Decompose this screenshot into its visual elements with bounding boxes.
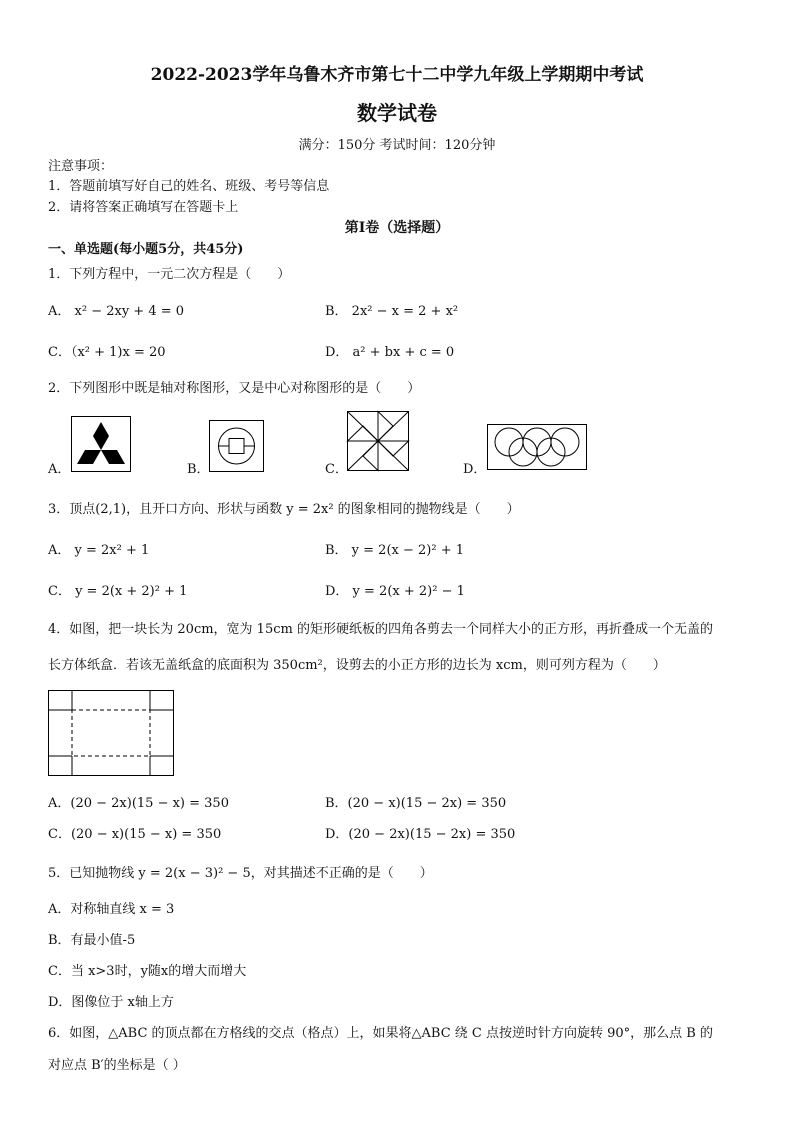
question-5-option-a: A．对称轴直线 x = 3 <box>48 902 175 917</box>
question-3-option-a: A． y = 2x² + 1 <box>48 543 150 558</box>
question-1-option-c: C．（x² + 1)x = 20 <box>48 345 166 360</box>
question-4-option-b: B．(20 − x)(15 − 2x) = 350 <box>325 796 507 811</box>
page-title: 数学试卷 <box>357 101 437 125</box>
exam-title: 2022-2023学年乌鲁木齐市第七十二中学九年级上学期期中考试 <box>150 65 644 85</box>
question-5-option-d: D．图像位于 x轴上方 <box>48 995 174 1010</box>
question-4-stem-line1: 4．如图，把一块长为 20cm，宽为 15cm 的矩形硬纸板的四角各剪去一个同样大小的正方形，再折叠成一个无盖的 <box>48 622 713 637</box>
question-1-option-d: D． a² + bx + c = 0 <box>325 345 455 360</box>
mitsubishi-figure <box>71 416 131 472</box>
question-3-option-b: B． y = 2(x − 2)² + 1 <box>325 543 465 558</box>
question-4-stem-line2: 长方体纸盒．若该无盖纸盒的底面积为 350cm²，设剪去的小正方形的边长为 xcm，则可列方程为（ ） <box>48 658 666 673</box>
question-3-option-d: D． y = 2(x + 2)² − 1 <box>325 584 465 599</box>
exam-info: 满分：150分 考试时间：120分钟 <box>298 138 496 153</box>
coin-figure <box>209 420 264 472</box>
question-6-stem-line1: 6．如图，△ABC 的顶点都在方格线的交点（格点）上，如果将△ABC 绕 C 点按逆时针方向旋转 90°，那么点 B 的 <box>48 1026 713 1041</box>
question-1-option-a: A． x² − 2xy + 4 = 0 <box>48 304 185 319</box>
question-6-stem-line2: 对应点 B′的坐标是（ ） <box>48 1058 186 1073</box>
section-title: 第Ⅰ卷（选择题） <box>344 220 450 236</box>
question-4-option-c: C．(20 − x)(15 − x) = 350 <box>48 827 222 842</box>
question-1-stem: 1．下列方程中，一元二次方程是（ ） <box>48 267 291 282</box>
notes-heading: 注意事项： <box>48 159 114 174</box>
note-item: 1．答题前填写好自己的姓名、班级、考号等信息 <box>48 179 330 194</box>
question-4-option-a: A．(20 − 2x)(15 − x) = 350 <box>48 796 229 811</box>
part-title: 一、单选题(每小题5分，共45分) <box>48 242 244 257</box>
pinwheel-figure <box>347 411 409 471</box>
question-1-option-b: B． 2x² − x = 2 + x² <box>325 304 459 319</box>
olympic-rings-figure <box>487 424 587 470</box>
note-item: 2．请将答案正确填写在答题卡上 <box>48 200 239 215</box>
question-3-option-c: C． y = 2(x + 2)² + 1 <box>48 584 188 599</box>
question-5-stem: 5．已知抛物线 y = 2(x − 3)² − 5，对其描述不正确的是（ ） <box>48 866 433 881</box>
question-2-option-b: B． <box>187 462 210 477</box>
question-2-option-c: C． <box>325 462 348 477</box>
question-3-stem: 3．顶点(2,1)，且开口方向、形状与函数 y = 2x² 的图象相同的抛物线是（ ） <box>48 502 520 517</box>
cardboard-figure <box>48 690 174 776</box>
question-5-option-b: B．有最小值-5 <box>48 933 136 948</box>
question-2-option-a: A． <box>48 462 71 477</box>
question-5-option-c: C．当 x>3时，y随x的增大而增大 <box>48 964 247 979</box>
question-2-option-d: D． <box>463 462 487 477</box>
question-2-stem: 2．下列图形中既是轴对称图形，又是中心对称图形的是（ ） <box>48 381 421 396</box>
question-4-option-d: D．(20 − 2x)(15 − 2x) = 350 <box>325 827 516 842</box>
